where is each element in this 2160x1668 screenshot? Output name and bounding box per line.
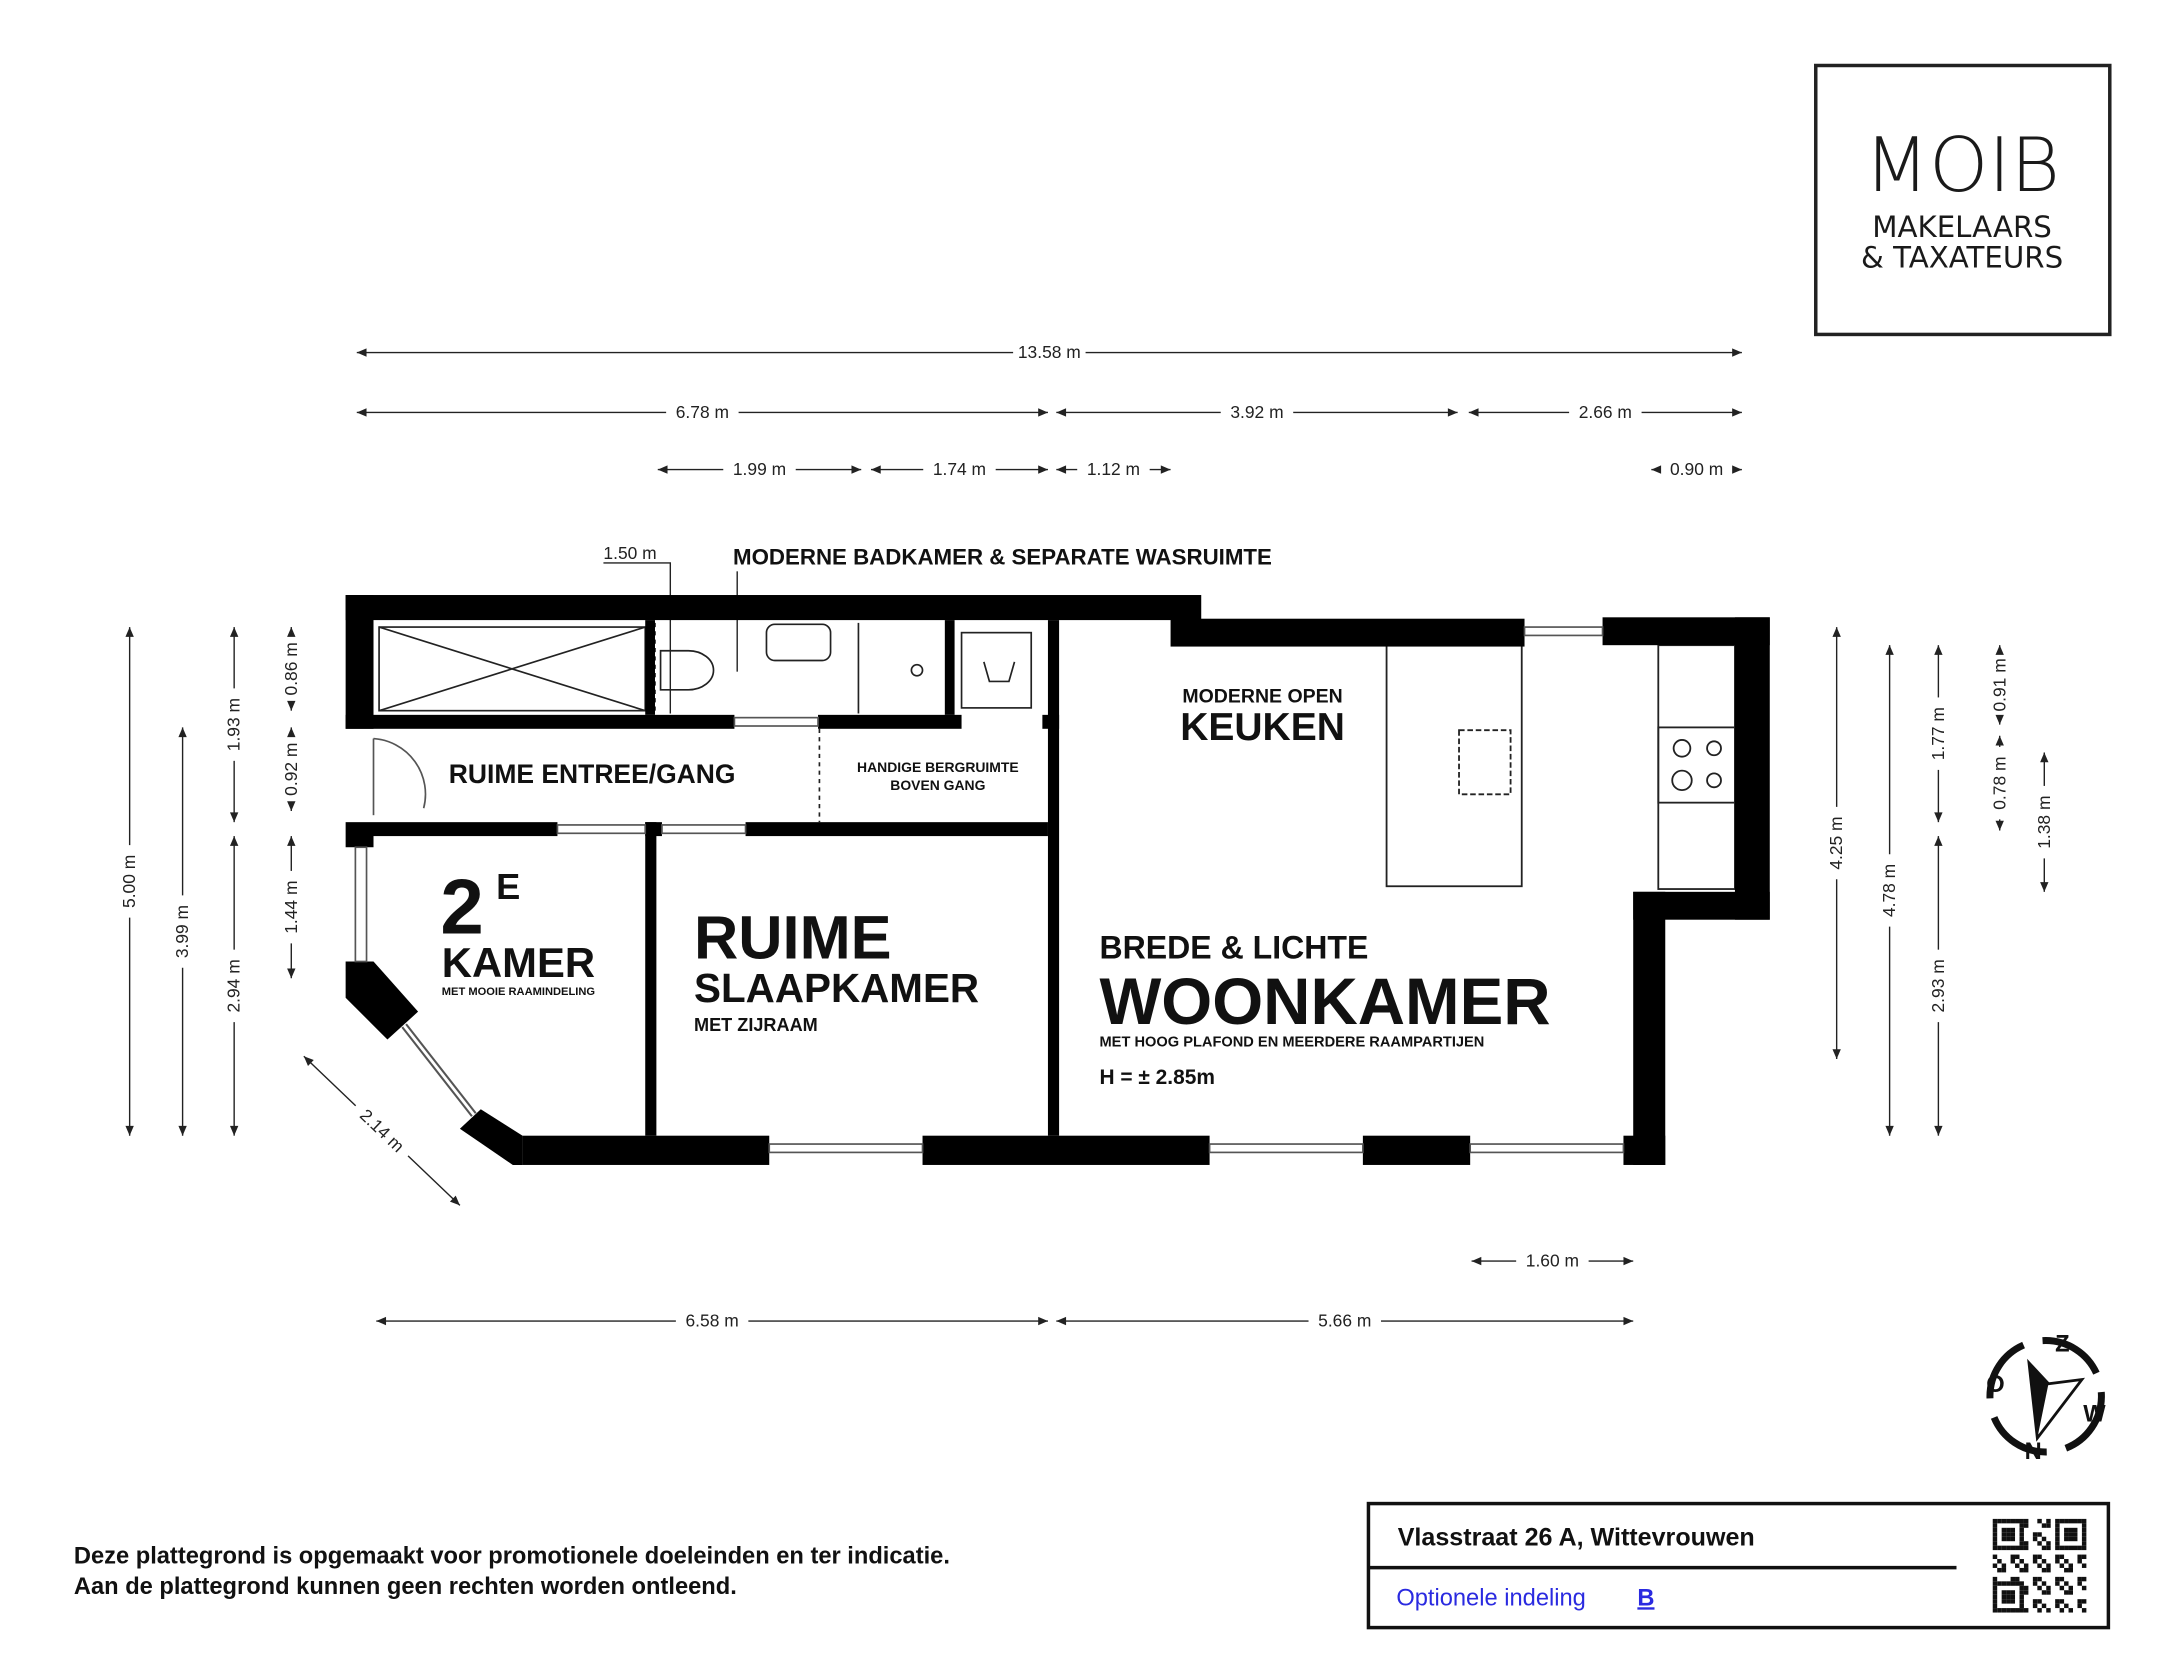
dimension-top-g	[1651, 459, 1742, 479]
arrow-icon	[287, 801, 295, 811]
dimension-top-a	[357, 402, 1048, 422]
address-text: Vlasstraat 26 A, Wittevrouwen	[1397, 1523, 1755, 1552]
dimension-right-b	[1879, 645, 1899, 1136]
arrow-icon	[287, 727, 295, 737]
arrow-icon	[1885, 1126, 1893, 1136]
dimension-top-b	[1056, 402, 1457, 422]
dimension-top-c	[1469, 402, 1742, 422]
qr-code-icon	[1993, 1519, 2087, 1613]
dimension-label: 6.78 m	[675, 402, 729, 423]
room-berg-1: HANDIGE BERGRUIMTE	[857, 758, 1019, 775]
bathroom-title: MODERNE BADKAMER & SEPARATE WASRUIMTE	[733, 544, 1272, 570]
arrow-icon	[287, 701, 295, 711]
arrow-icon	[1934, 645, 1942, 655]
arrow-icon	[287, 836, 295, 846]
dimension-label: 0.90 m	[1670, 459, 1724, 480]
dimension-line	[304, 1056, 356, 1106]
dimension-left-d	[224, 836, 244, 1136]
dimension-right-d	[1928, 836, 1948, 1136]
arrow-icon	[658, 465, 668, 473]
dimension-right-c	[1928, 645, 1948, 822]
dimension-label: 0.92 m	[280, 742, 301, 796]
dimension-label: 3.99 m	[172, 904, 193, 959]
compass-z: Z	[2055, 1331, 2070, 1358]
dimension-bot-b	[376, 1311, 1048, 1331]
kitchen-fixtures	[1387, 645, 1735, 889]
option-link[interactable]: B	[1637, 1585, 1655, 1612]
room-entree: RUIME ENTREE/GANG	[448, 759, 736, 790]
arrow-icon	[1732, 348, 1742, 356]
window	[1525, 627, 1603, 635]
room-slaap-2: SLAAPKAMER	[694, 964, 980, 1011]
dimension-label: 0.78 m	[1989, 756, 2010, 810]
washing-machine-icon	[962, 633, 1032, 708]
tap-icon	[911, 665, 922, 676]
arrow-icon	[871, 465, 881, 473]
arrow-icon	[357, 408, 367, 416]
entrance-door	[374, 739, 426, 809]
arrow-icon	[287, 968, 295, 978]
room-woon-1: BREDE & LICHTE	[1099, 929, 1369, 966]
arrow-icon	[1038, 465, 1048, 473]
window	[1470, 1144, 1623, 1152]
bath-dim-leader	[603, 563, 670, 713]
dimension-label: 1.60 m	[1525, 1250, 1580, 1271]
arrow-icon	[1472, 1257, 1482, 1265]
windows	[355, 627, 1623, 1152]
address-box	[1368, 1504, 2108, 1628]
island-sink-icon	[1459, 730, 1511, 794]
dimension-diag	[304, 1056, 460, 1205]
arrow-icon	[1056, 465, 1066, 473]
dimension-label: 1.74 m	[932, 459, 987, 480]
arrow-icon	[230, 627, 238, 637]
dimension-top-e	[871, 459, 1048, 479]
dimension-left-g	[281, 836, 301, 978]
dimension-label: 1.12 m	[1086, 459, 1141, 480]
arrow-icon	[2040, 882, 2048, 892]
arrow-icon	[1732, 465, 1742, 473]
arrow-icon	[1934, 836, 1942, 846]
arrow-icon	[851, 465, 861, 473]
walls	[346, 595, 1770, 1165]
kitchen-counter	[1658, 645, 1735, 889]
logo-line2: & TAXATEURS	[1861, 240, 2064, 275]
dimension-label: 5.00 m	[119, 854, 140, 908]
arrow-icon	[1996, 736, 2004, 746]
option-label: Optionele indeling	[1396, 1585, 1586, 1612]
dimension-label: 13.58 m	[1017, 342, 1081, 363]
dimension-left-b	[172, 727, 192, 1135]
dimension-label: 4.78 m	[1879, 863, 1900, 918]
arrow-icon	[2040, 752, 2048, 762]
dimension-left-a	[119, 627, 139, 1136]
dimension-label: 3.92 m	[1230, 402, 1284, 423]
compass-w: W	[2083, 1401, 2106, 1428]
toilet-icon	[661, 651, 714, 690]
window	[1210, 1144, 1363, 1152]
room-keuken-2: KEUKEN	[1180, 705, 1345, 749]
logo-line1: MAKELAARS	[1872, 209, 2052, 244]
dimension-right-a	[1826, 627, 1846, 1059]
arrow-icon	[230, 1126, 238, 1136]
dimension-left-e	[281, 627, 301, 711]
room-kamer2-sub: MET MOOIE RAAMINDELING	[441, 985, 596, 998]
arrow-icon	[125, 627, 133, 637]
arrow-icon	[1448, 408, 1458, 416]
dimension-label: 2.14 m	[356, 1104, 409, 1157]
dimension-line	[408, 1156, 460, 1206]
window	[355, 847, 366, 961]
dimension-label: 6.58 m	[685, 1310, 739, 1331]
arrow-icon	[178, 727, 186, 737]
dimension-label: 4.25 m	[1826, 816, 1847, 870]
arrow-icon	[1469, 408, 1479, 416]
room-woon-2: WOONKAMER	[1099, 965, 1551, 1039]
disclaimer-line2: Aan de plattegrond kunnen geen rechten worden ontleend.	[73, 1574, 737, 1601]
arrow-icon	[125, 1126, 133, 1136]
arrow-icon	[1996, 821, 2004, 831]
disclaimer-line1: Deze plattegrond is opgemaakt voor promotionele doeleinden en ter indicatie.	[73, 1543, 950, 1570]
arrow-icon	[1832, 1049, 1840, 1059]
dimension-label: 1.77 m	[1927, 707, 1948, 761]
room-kamer2-number: 2	[440, 862, 484, 951]
dimension-label: 2.94 m	[223, 959, 244, 1013]
kitchen-island	[1387, 645, 1522, 886]
dimension-left-c	[224, 627, 244, 822]
dimension-bot-c	[1056, 1311, 1633, 1331]
arrow-icon	[1056, 408, 1066, 416]
arrow-icon	[230, 812, 238, 822]
arrow-icon	[230, 836, 238, 846]
logo-name: MOIB	[1864, 120, 2060, 209]
dimension-right-g	[2034, 752, 2054, 891]
arrow-icon	[1056, 1317, 1066, 1325]
dimension-label: 1.93 m	[223, 698, 244, 752]
room-woon-height: H = ± 2.85m	[1099, 1066, 1215, 1090]
room-slaap-1: RUIME	[694, 902, 892, 972]
arrow-icon	[1996, 715, 2004, 725]
arrow-icon	[178, 1126, 186, 1136]
arrow-icon	[1038, 1317, 1048, 1325]
dimension-top-total	[357, 342, 1742, 362]
room-kamer2-name: KAMER	[441, 938, 596, 986]
arrow-icon	[1885, 645, 1893, 655]
dimension-right-e	[1989, 645, 2009, 724]
compass-o: O	[1986, 1372, 2005, 1399]
arrow-icon	[1832, 627, 1840, 637]
compass-icon	[1986, 1332, 2106, 1465]
compass-n: N	[2024, 1438, 2042, 1465]
dimension-label: 5.66 m	[1318, 1310, 1372, 1331]
room-slaap-sub: MET ZIJRAAM	[694, 1015, 818, 1036]
dimension-label: 0.91 m	[1989, 658, 2010, 712]
arrow-icon	[1623, 1317, 1633, 1325]
arrow-icon	[1934, 1126, 1942, 1136]
dimension-left-f	[281, 727, 301, 811]
dimension-label: 2.93 m	[1927, 959, 1948, 1013]
room-kamer2-sup: E	[496, 865, 521, 907]
logo	[1816, 65, 2110, 334]
window	[662, 825, 746, 833]
arrow-icon	[357, 348, 367, 356]
room-woon-sub: MET HOOG PLAFOND EN MEERDERE RAAMPARTIJEN	[1099, 1034, 1485, 1051]
dimension-top-d	[658, 459, 861, 479]
dimension-label: 2.66 m	[1578, 402, 1632, 423]
arrow-icon	[1996, 645, 2004, 655]
stove	[1658, 727, 1735, 802]
bath-dim-label: 1.50 m	[603, 542, 657, 563]
arrow-icon	[376, 1317, 386, 1325]
window	[557, 825, 645, 833]
arrow-icon	[1038, 408, 1048, 416]
window	[769, 1144, 922, 1152]
arrow-icon	[1623, 1257, 1633, 1265]
arrow-icon	[1651, 465, 1661, 473]
arrow-icon	[287, 627, 295, 637]
dimension-label: 0.86 m	[280, 642, 301, 696]
dimension-label: 1.38 m	[2033, 795, 2054, 849]
sink-icon	[766, 624, 830, 660]
dimension-bot-a	[1472, 1251, 1634, 1271]
arrow-icon	[1934, 812, 1942, 822]
dimension-label: 1.44 m	[280, 880, 301, 934]
dimension-right-f	[1989, 736, 2009, 831]
room-keuken-1: MODERNE OPEN	[1182, 685, 1343, 708]
dimension-top-f	[1056, 459, 1170, 479]
arrow-icon	[1161, 465, 1171, 473]
arrow-icon	[1732, 408, 1742, 416]
dimension-label: 1.99 m	[732, 459, 787, 480]
window	[734, 718, 818, 726]
room-berg-2: BOVEN GANG	[890, 777, 986, 794]
